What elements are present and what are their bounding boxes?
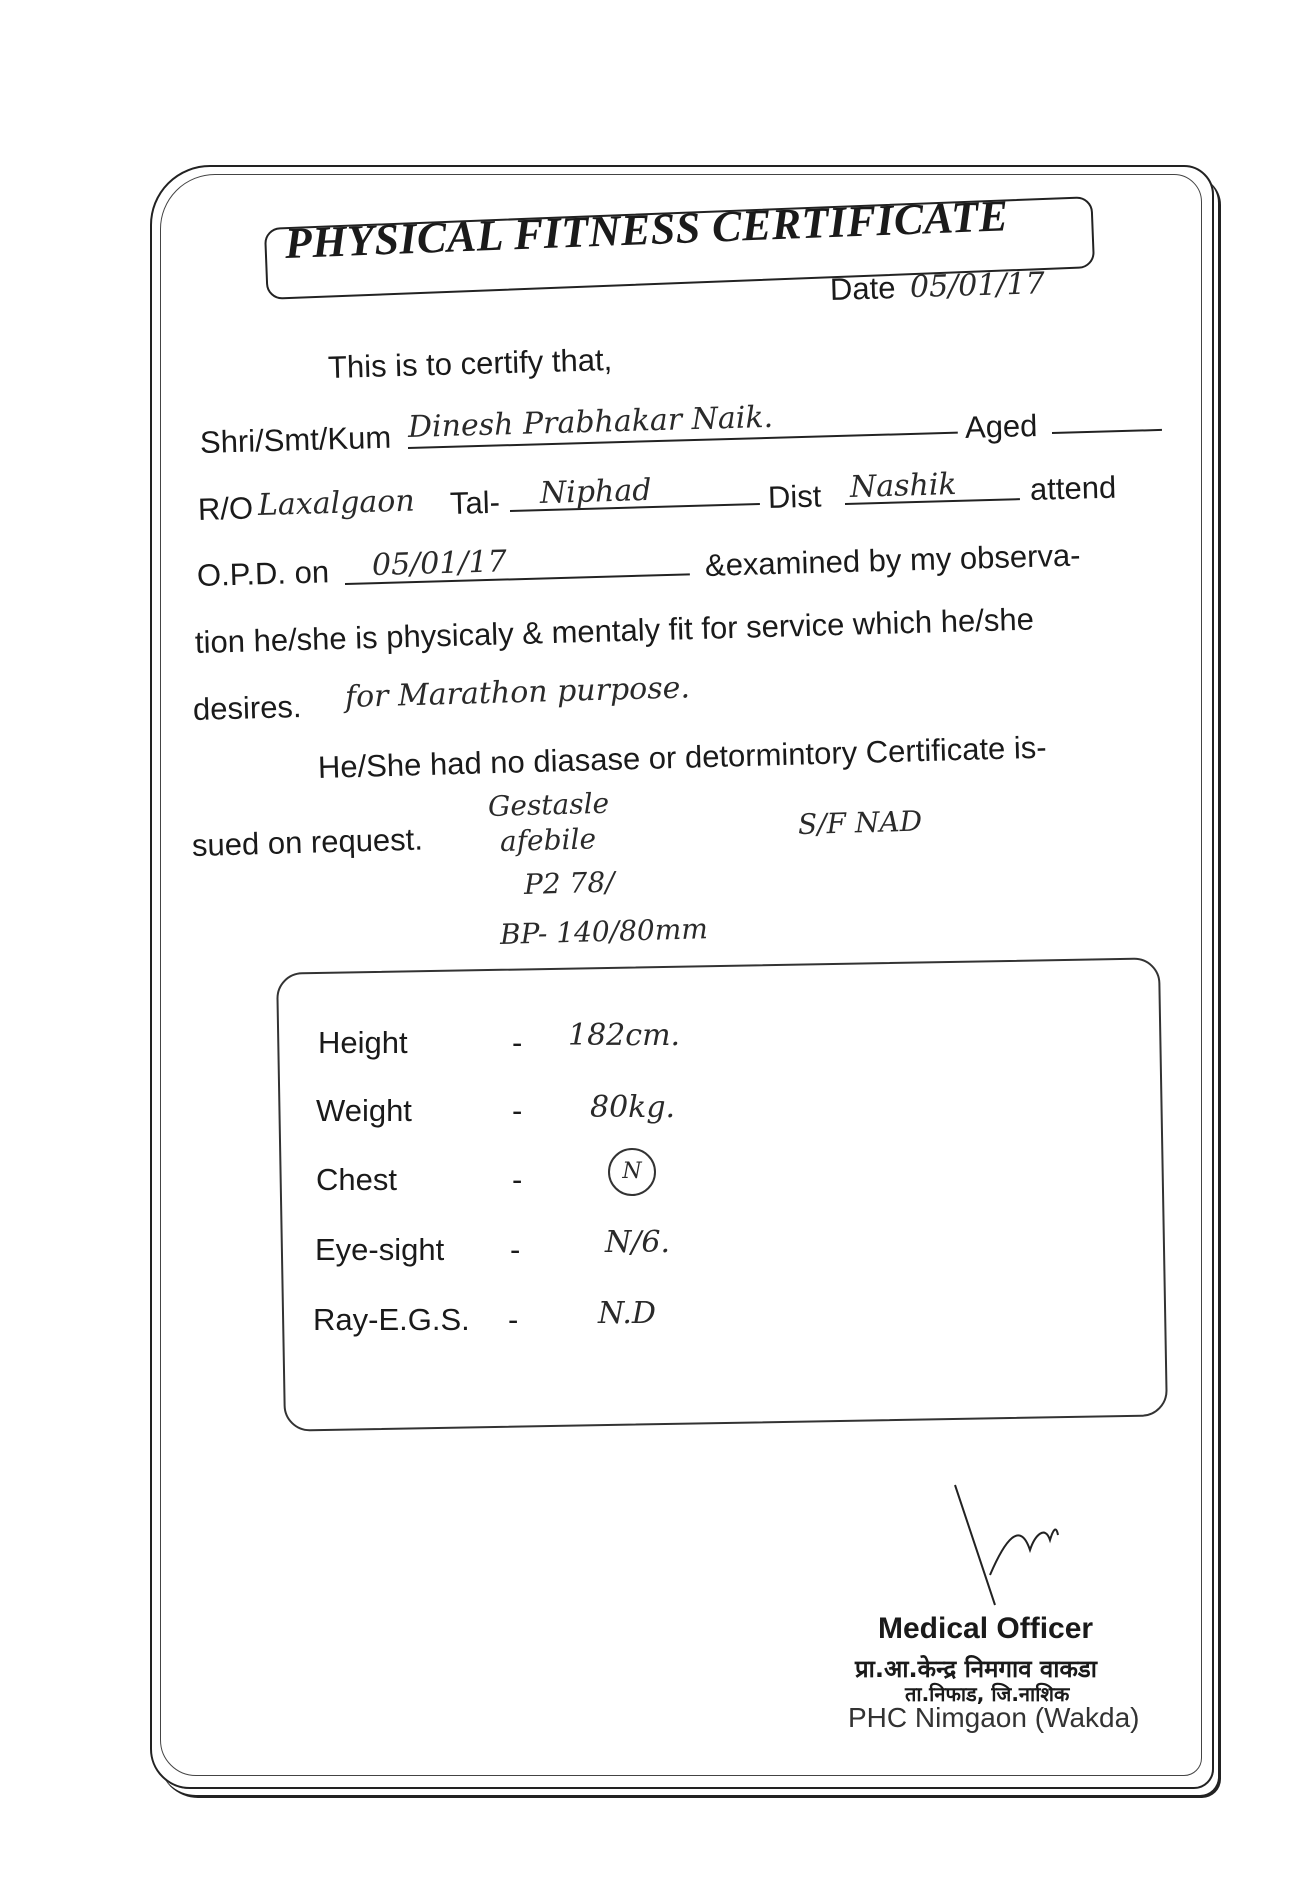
note-line-3: P2 78/ xyxy=(523,865,616,901)
disease-text: He/She had no diasase or detormintory Certificate is- xyxy=(317,729,1048,785)
measurements-box xyxy=(276,957,1168,1431)
name-label: Shri/Smt/Kum xyxy=(199,419,392,460)
intro-text: This is to certify that, xyxy=(327,342,613,385)
note-line-4: BP- 140/80mm xyxy=(499,912,709,951)
stamp-hindi-line-1: प्रा.आ.केन्द्र निमगाव वाकडा xyxy=(855,1655,1097,1683)
ro-label: R/O xyxy=(197,490,254,527)
height-value: 182cm. xyxy=(568,1018,681,1053)
stamp-hindi-line-2: ता.निफाड, जि.नाशिक xyxy=(905,1682,1070,1706)
desires-value: for Marathon purpose. xyxy=(344,670,691,715)
ray-egs-label: Ray-E.G.S. xyxy=(313,1302,470,1337)
ray-egs-value: N.D xyxy=(598,1296,656,1331)
note-side: S/F NAD xyxy=(797,804,923,841)
eyesight-label: Eye-sight xyxy=(315,1232,445,1267)
weight-label: Weight xyxy=(316,1093,412,1128)
date-value: 05/01/17 xyxy=(909,266,1046,305)
opd-value: 05/01/17 xyxy=(371,544,508,583)
eyesight-dash: - xyxy=(510,1232,521,1267)
name-value: Dinesh Prabhakar Naik. xyxy=(407,399,774,445)
request-text: sued on request. xyxy=(191,821,424,863)
chest-label: Chest xyxy=(316,1162,397,1197)
dist-value: Nashik xyxy=(849,467,958,505)
date-label: Date xyxy=(829,270,896,307)
chest-value: N xyxy=(608,1148,656,1196)
tal-value: Niphad xyxy=(539,472,652,511)
dist-label: Dist xyxy=(767,478,822,515)
note-line-2: afebile xyxy=(499,822,597,858)
stamp-english: PHC Nimgaon (Wakda) xyxy=(848,1702,1140,1733)
ray-egs-dash: - xyxy=(508,1302,519,1337)
chest-value-wrapper xyxy=(608,1148,656,1196)
stamp-title: Medical Officer xyxy=(878,1612,1094,1645)
opd-label: O.P.D. on xyxy=(196,554,330,593)
ro-value: Laxalgaon xyxy=(257,483,416,523)
chest-dash: - xyxy=(512,1162,523,1197)
examined-text: &examined by my observa- xyxy=(704,537,1081,583)
signature xyxy=(950,1480,1060,1620)
aged-label: Aged xyxy=(964,407,1038,445)
desires-label: desires. xyxy=(192,688,302,727)
note-line-1: Gestasle xyxy=(487,786,610,823)
height-label: Height xyxy=(318,1025,408,1060)
certificate-title: PHYSICAL FITNESS CERTIFICATE xyxy=(284,191,1010,268)
height-dash: - xyxy=(512,1025,523,1060)
fit-text: tion he/she is physicaly & mentaly fit for service which he/she xyxy=(194,601,1035,660)
tal-label: Tal- xyxy=(449,484,501,521)
attend-label: attend xyxy=(1029,469,1117,507)
eyesight-value: N/6. xyxy=(605,1225,670,1260)
weight-value: 80kg. xyxy=(590,1090,676,1125)
weight-dash: - xyxy=(512,1093,523,1128)
